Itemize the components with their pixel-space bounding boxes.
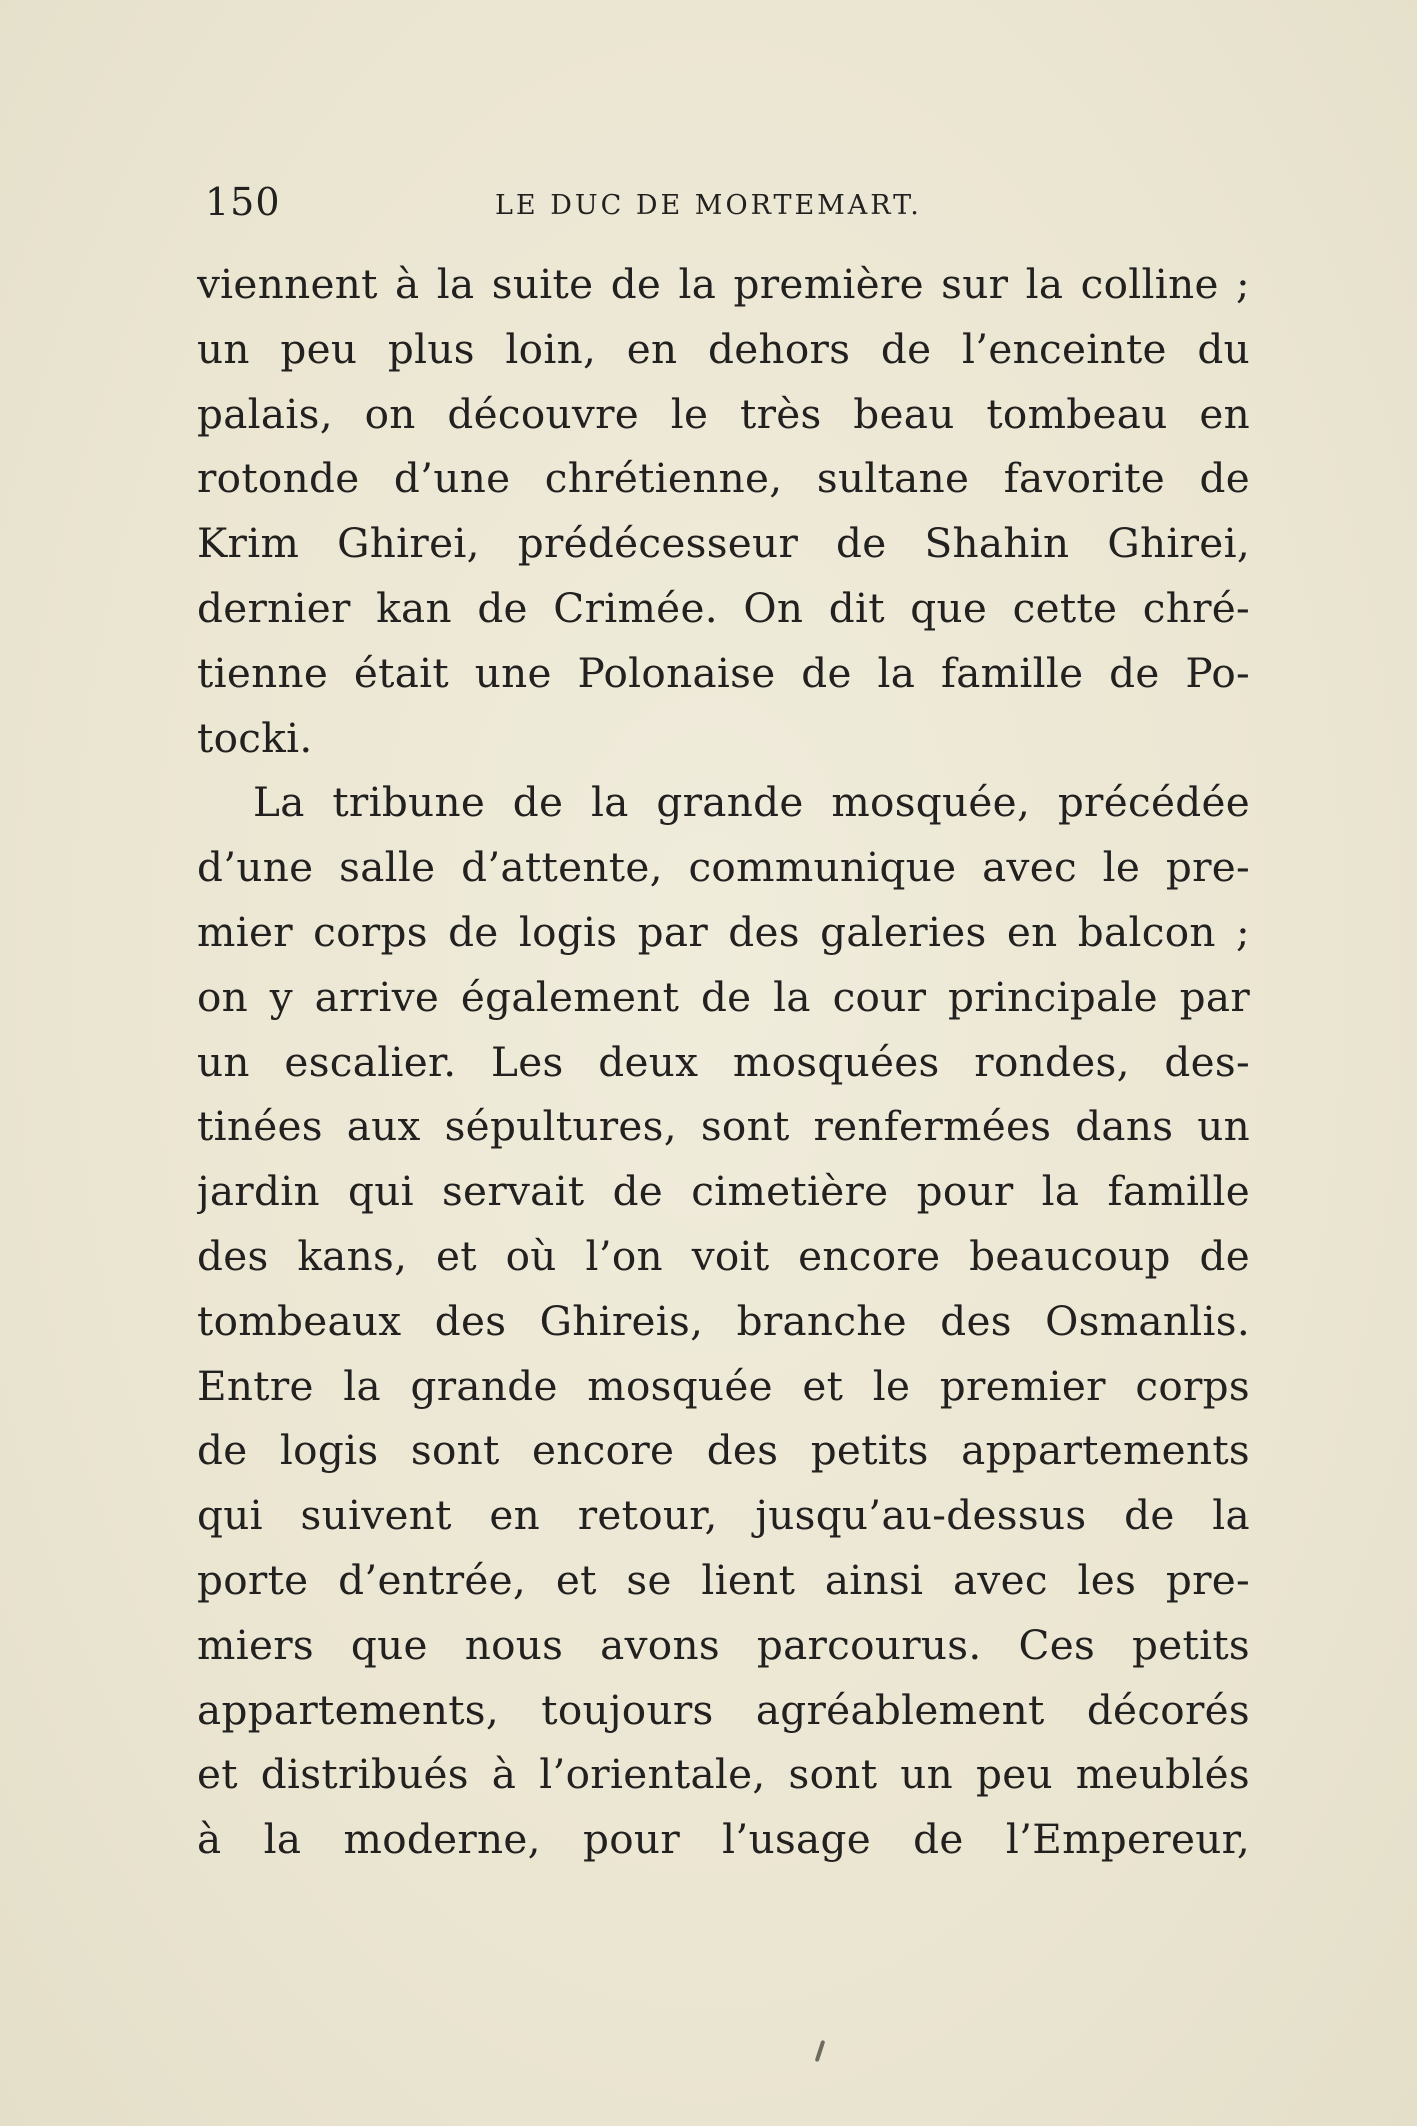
text-line: viennent à la suite de la première sur la colline ; [197,260,1250,308]
text-line: tinées aux sépultures, sont renfermées dans un [197,1102,1250,1151]
running-head [205,180,1245,230]
body-text [197,252,1250,1872]
text-line: rotonde d’une chrétienne, sultane favorite de [197,454,1250,503]
text-line: dernier kan de Crimée. On dit que cette chré- [197,583,1250,632]
text-line: on y arrive également de la cour principale par [197,972,1250,1021]
text-line: un escalier. Les deux mosquées rondes, des- [197,1037,1250,1086]
text-line: mier corps de logis par des galeries en balcon ; [197,907,1250,956]
text-line: appartements, toujours agréablement décorés [197,1685,1250,1734]
text-line: d’une salle d’attente, communique avec le pre- [197,843,1250,892]
text-line: tombeaux des Ghireis, branche des Osmanlis. [197,1296,1250,1345]
text-line: des kans, et où l’on voit encore beaucoup de [197,1231,1250,1280]
text-line: miers que nous avons parcourus. Ces petits [197,1620,1250,1669]
text-line: palais, on découvre le très beau tombeau en [197,389,1250,438]
text-line: à la moderne, pour l’usage de l’Empereur, [197,1815,1250,1864]
text-line: un peu plus loin, en dehors de l’enceinte du [197,324,1250,373]
text-line: tienne était une Polonaise de la famille de Po- [197,648,1250,697]
text-line: jardin qui servait de cimetière pour la famille [197,1167,1250,1216]
page-number: 150 [205,180,281,224]
text-line: La tribune de la grande mosquée, précédée [253,778,1250,827]
text-line: Entre la grande mosquée et le premier corps [197,1361,1250,1410]
text-line: qui suivent en retour, jusqu’au-dessus de la [197,1491,1250,1540]
running-title: LE DUC DE MORTEMART. [495,190,922,221]
stray-ink-mark [815,2040,826,2062]
text-line: et distribués à l’orientale, sont un peu meublés [197,1750,1250,1799]
text-line: tocki. [197,713,313,762]
text-line: de logis sont encore des petits appartements [197,1426,1250,1475]
text-line: Krim Ghirei, prédécesseur de Shahin Ghirei, [197,519,1250,568]
text-line: porte d’entrée, et se lient ainsi avec les pre- [197,1555,1250,1604]
